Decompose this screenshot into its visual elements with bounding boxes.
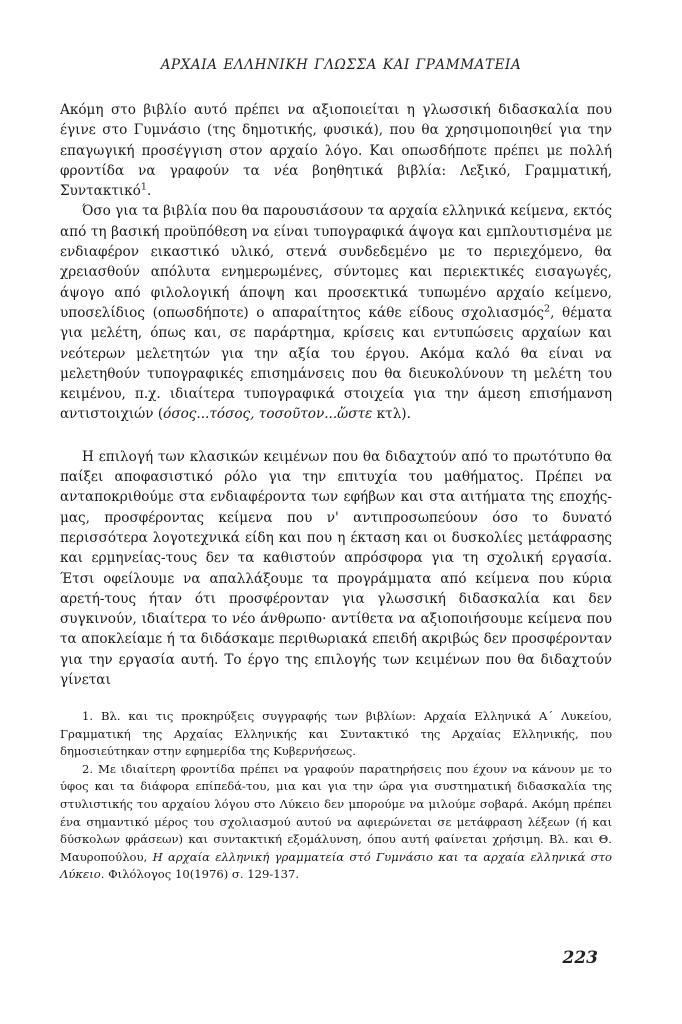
page-number: 223 <box>562 948 598 968</box>
footnote-ref-1: 1 <box>140 181 147 193</box>
paragraph-2-italic: όσος...τόσος, τοσοῦτον...ὥστε <box>163 406 373 423</box>
footnote-2 <box>60 761 612 884</box>
paragraph-2-end: κτλ). <box>372 406 411 423</box>
footnote-2-end: . Φιλόλογος 10(1976) σ. 129-137. <box>100 867 300 882</box>
paragraph-3 <box>60 447 612 691</box>
paragraph-1-text: Ακόμη στο βιβλίο αυτό πρέπει να αξιοποιείται η γλωσσική διδασκαλία που έγινε στο Γυμνάσιο (της δημοτικής, φυσικά), που θα χρησιμοποιηθεί για την επαγωγική προσέγγιση στον αρχαίο λόγο. Και οπωσδήποτε πρέπει με πολλή φροντίδα να γραφούν τα νέα βοηθητικά βιβλία: Λεξικό, Γραμματική, Συντακτικό <box>60 102 612 200</box>
paragraph-2 <box>60 201 612 424</box>
footnote-1-text: 1. Βλ. και τις προκηρύξεις συγγραφής των βιβλίων: Αρχαία Ελληνικά Α΄ Λυκείου, Γραμματική της Αρχαίας Ελληνικής και Συντακτικό της Αρχαίας Ελληνικής, που δημοσιεύτηκαν στην εφημερίδα της Κυβερνήσεως. <box>60 709 612 759</box>
running-header: ΑΡΧΑΙΑ ΕΛΛΗΝΙΚΗ ΓΛΩΣΣΑ ΚΑΙ ΓΡΑΜΜΑΤΕΙΑ <box>160 57 522 73</box>
footnote-2-text: 2. Με ιδιαίτερη φροντίδα πρέπει να γραφούν παρατηρήσεις που έχουν να κάνουν με το ύφος και τα διάφορα επίπεδά-του, μια και για την ώρα για συστηματική διδασκαλία της στυλιστικής του αρχαίου λόγου στο Λύκειο δεν μπορούμε να μιλούμε σοβαρά. Ακόμη πρέπει ένα σημαντικό μέρος του σχολιασμού αυτού να αφιερώνεται σε μετάφραση λέξεων (ή και δύσκολων φράσεων) και συντακτική εξομάλυνση, όπου αυτή φαίνεται χρήσιμη. Βλ. και Θ. Μαυροπούλου, <box>60 761 612 864</box>
paragraph-3-text: Η επιλογή των κλασικών κειμένων που θα διδαχτούν από το πρωτότυπο θα παίξει αποφασιστικό ρόλο για την επιτυχία του μαθήματος. Πρέπει να ανταποκριθούμε στα ενδιαφέροντα των εφήβων και στα αιτήματα της εποχής-μας, προσφέροντας κείμενα που ν' αντιπροσωπεύουν όσο το δυνατό περισσότερα λογοτεχνικά είδη και που η έκταση και οι δυσκολίες μετάφρασης και ερμηνείας-τους δεν τα καθιστούν απρόσφορα για τη σχολική εργασία. Έτσι οφείλουμε να απαλλάξουμε τα προγράμματα από κείμενα που κύρια αρετή-τους ήταν ότι προσφέρονταν για γλωσσική διδασκαλία και δεν συγκινούν, ιδιαίτερα το νέο άνθρωπο· αντίθετα να αξιοποιήσουμε κείμενα που τα αποκλείαμε ή τα διδάσκαμε περιθωριακά επειδή ακριβώς δεν προσφέρονταν για την εργασία αυτή. Το έργο της επιλογής των κειμένων που θα διδαχτούν γίνεται <box>60 448 612 689</box>
paragraph-2-text-b: , θέματα για μελέτη, όπως και, σε παράρτημα, κρίσεις και εντυπώσεις αρχαίων και νεότερων μελετητών για την αξία του έργου. Ακόμα καλό θα είναι να μελετηθούν τυπογραφικές επισημάνσεις που θα διευκολύνουν τη μελέτη του κειμένου, π.χ. ιδιαίτερα τυπογραφικά στοιχεία για την άμεση επισήμανση αντιστοιχιών ( <box>60 304 612 423</box>
footnote-1 <box>60 708 612 761</box>
footnotes <box>60 708 612 884</box>
paragraph-1 <box>60 100 612 201</box>
footnote-ref-2: 2 <box>544 303 551 315</box>
main-text <box>60 100 612 690</box>
paragraph-1-end: . <box>146 183 152 200</box>
paragraph-2-text-a: Όσο για τα βιβλία που θα παρουσιάσουν τα αρχαία ελληνικά κείμενα, εκτός από τη βασική προϋπόθεση να είναι τυπογραφικά άψογα και εμπλουτισμένα με ενδιαφέρον εικαστικό υλικό, στενά συνδεδεμένο με το περιεχόμενο, θα χρειασθούν απόλυτα ενημερωμένες, σύντομες και περιεκτικές εισαγωγές, άψογο από φιλολογική άποψη και προσεκτικά τυπωμένο αρχαίο κείμενο, υποσελίδιος (οπωσδήποτε) ο απαραίτητος κάθε είδους σχολιασμός <box>60 203 612 321</box>
footnote-2-italic-title: Η αρχαία ελληνική γραμματεία στό Γυμνάσιο και τα αρχαία ελληνικά στο Λύκειο <box>60 849 612 882</box>
